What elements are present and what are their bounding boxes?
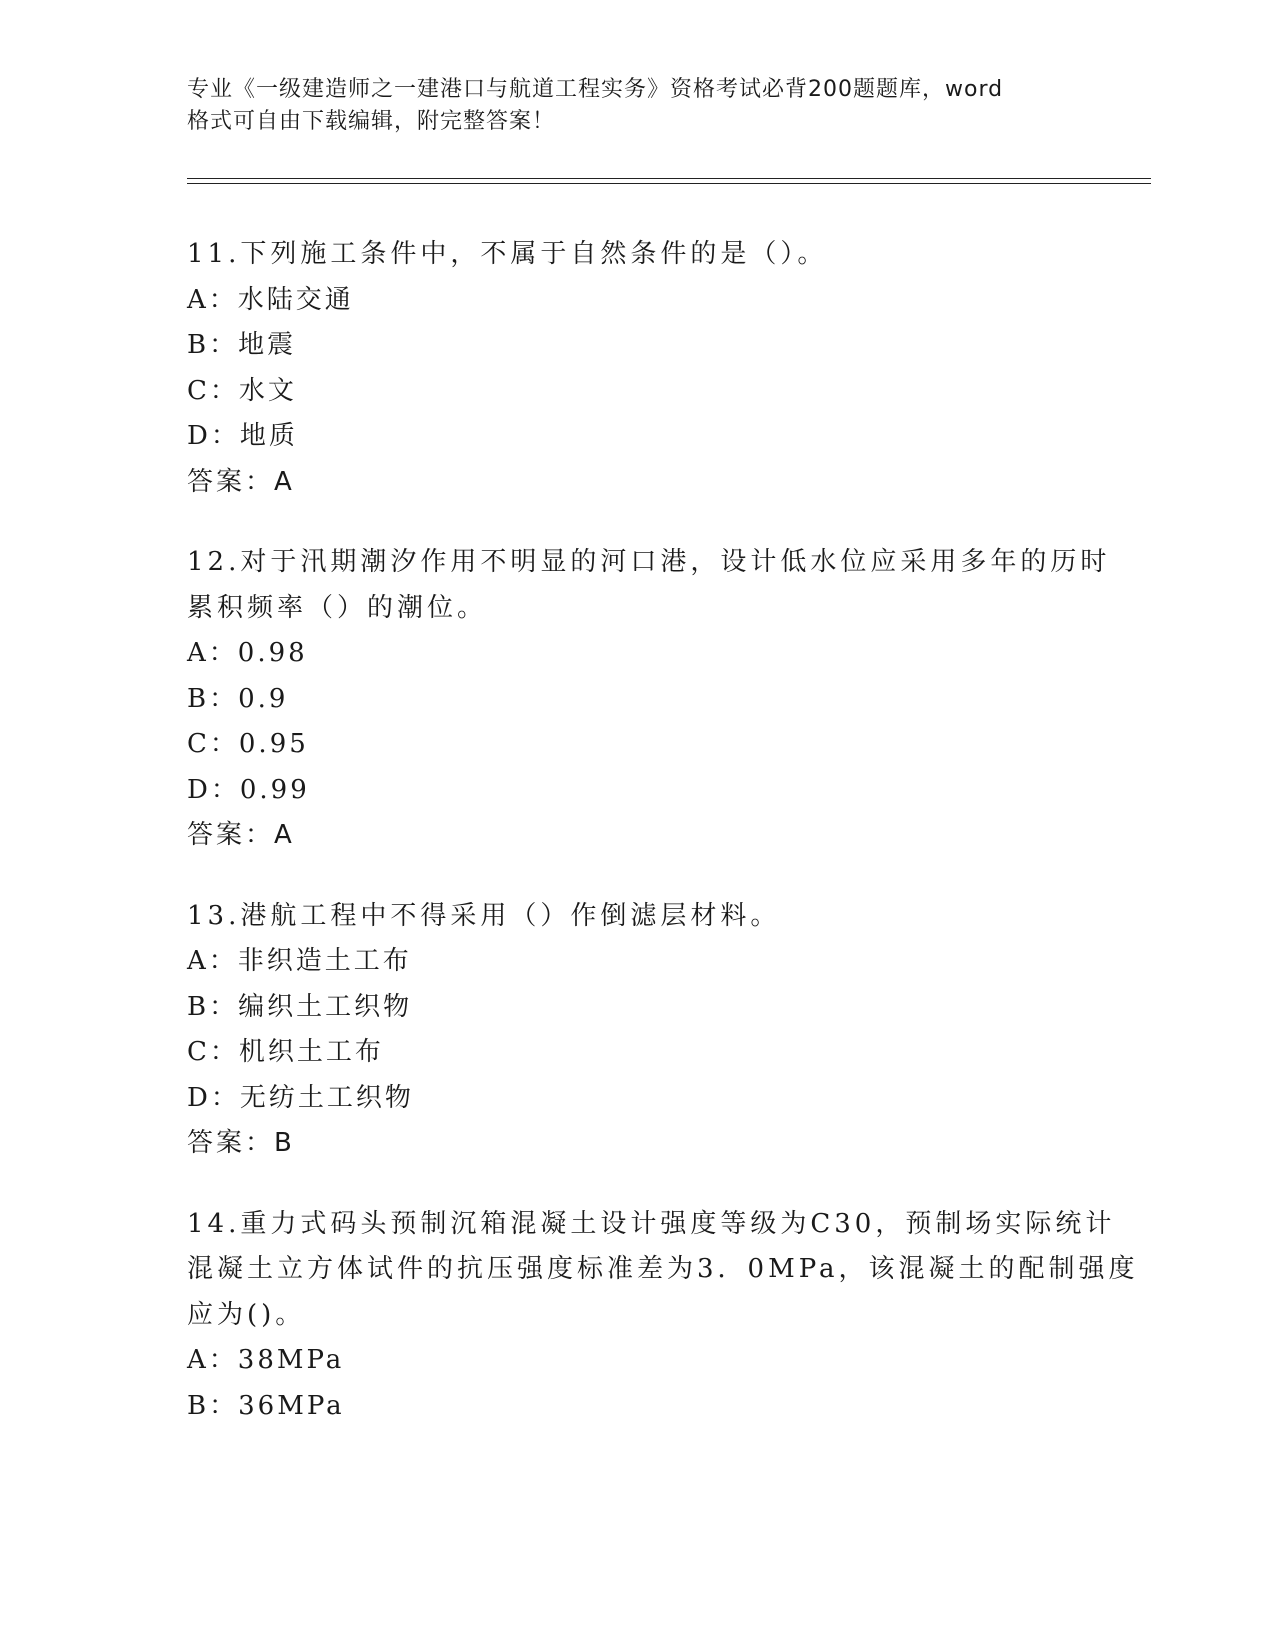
option-c: C：水文 [187, 375, 297, 406]
question-stem: 11.下列施工条件中，不属于自然条件的是（）。 [187, 239, 828, 269]
option-d: D：0.99 [187, 774, 310, 805]
header-title-line-2: 格式可自由下载编辑，附完整答案！ [187, 109, 556, 134]
question-stem-line-3: 应为()。 [187, 1299, 306, 1330]
option-d: D：无纺土工织物 [187, 1082, 414, 1113]
document-header [187, 74, 1067, 138]
question-stem-line-1: 14.重力式码头预制沉箱混凝土设计强度等级为C30，预制场实际统计 [187, 1208, 1116, 1239]
question-stem-line-1: 12.对于汛期潮汐作用不明显的河口港，设计低水位应采用多年的历时 [187, 547, 1111, 577]
question-13 [187, 894, 1087, 1167]
header-title-line-1: 专业《一级建造师之一建港口与航道工程实务》资格考试必背200题题库，word [187, 77, 1004, 102]
question-list [187, 232, 1139, 1464]
option-d: D：地质 [187, 421, 298, 451]
answer: 答案：B [187, 1128, 295, 1158]
option-a: A：水陆交通 [187, 284, 354, 315]
option-b: B：地震 [187, 330, 297, 360]
question-12 [187, 540, 1111, 859]
header-divider-top [187, 178, 1151, 179]
option-a: A：非织造土工布 [187, 946, 412, 976]
header-divider-bottom [187, 183, 1151, 184]
question-11 [187, 232, 1087, 505]
option-b: B：编织土工织物 [187, 991, 413, 1022]
question-14 [187, 1202, 1139, 1430]
answer: 答案：A [187, 820, 295, 850]
option-c: C：机织土工布 [187, 1037, 384, 1067]
answer: 答案：A [187, 466, 295, 497]
question-stem-line-2: 混凝土立方体试件的抗压强度标准差为3．0MPa，该混凝土的配制强度 [187, 1254, 1139, 1284]
option-b: B：0.9 [187, 683, 289, 714]
question-stem: 13.港航工程中不得采用（）作倒滤层材料。 [187, 900, 781, 931]
option-a: A：0.98 [187, 638, 308, 668]
option-c: C：0.95 [187, 729, 309, 759]
question-stem-line-2: 累积频率（）的潮位。 [187, 592, 488, 623]
option-b: B：36MPa [187, 1390, 345, 1421]
option-a: A：38MPa [187, 1345, 345, 1375]
